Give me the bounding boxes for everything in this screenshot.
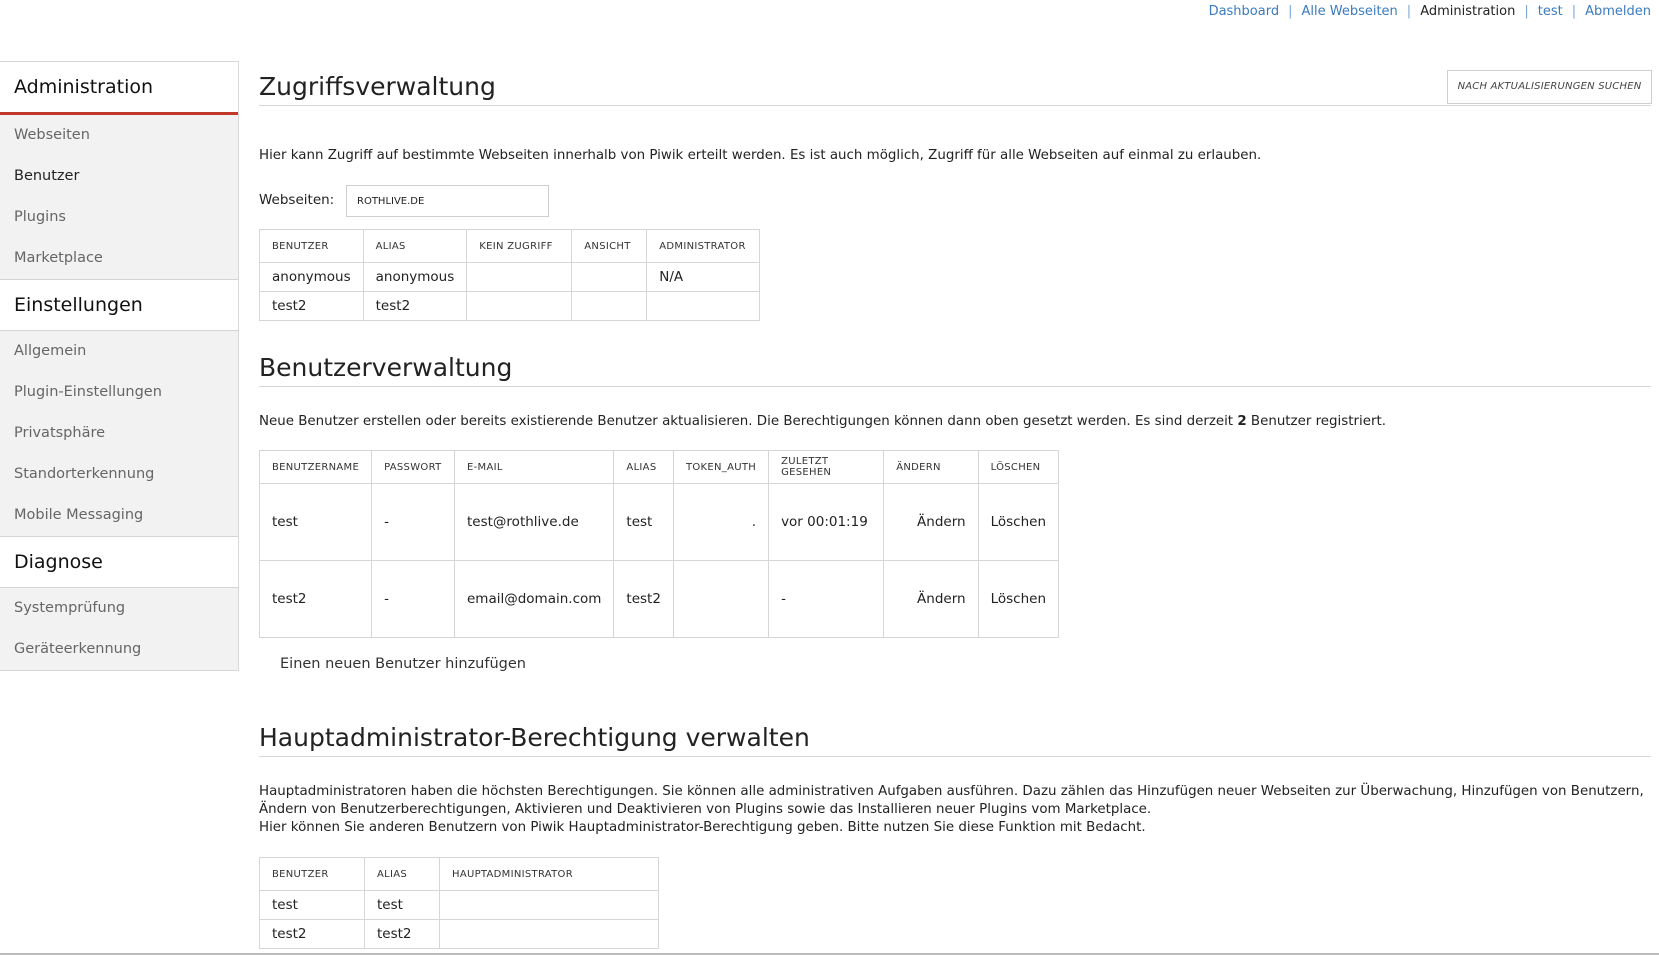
- table-header-row: [260, 230, 760, 263]
- sidebar-item-webseiten[interactable]: Webseiten: [14, 127, 90, 143]
- table-cell: test@rothlive.de: [455, 484, 614, 561]
- table-cell: test: [260, 484, 372, 561]
- nav-user-link[interactable]: test: [1537, 4, 1563, 19]
- users-desc-pre: Neue Benutzer erstellen oder bereits existierende Benutzer aktualisieren. Die Berechtigungen können dann oben gesetzt werden. Es sind derzeit: [259, 414, 1238, 429]
- sidebar-item-mobile-messaging[interactable]: Mobile Messaging: [0, 495, 238, 537]
- website-selector[interactable]: ROTHLIVE.DE: [346, 185, 549, 217]
- users-table: [259, 450, 1059, 638]
- table-row: [260, 920, 659, 949]
- table-row: [260, 292, 760, 321]
- table-cell: -: [372, 484, 455, 561]
- delete-user-button[interactable]: Löschen: [978, 561, 1058, 638]
- access-admin-cell: N/A: [647, 263, 760, 292]
- sidebar-heading-einstellungen: Einstellungen: [0, 280, 238, 331]
- access-table: [259, 229, 760, 321]
- sidebar-item-systempruefung[interactable]: Systemprüfung: [14, 600, 126, 616]
- table-cell: test: [365, 891, 440, 920]
- table-cell: vor 00:01:19: [769, 484, 884, 561]
- table-cell: anonymous: [363, 263, 467, 292]
- superuser-title: Hauptadministrator-Berechtigung verwalten: [259, 723, 1651, 757]
- superuser-toggle-cell[interactable]: [440, 920, 659, 949]
- column-header: HAUPTADMINISTRATOR: [440, 858, 659, 891]
- nav-separator: |: [1571, 4, 1577, 19]
- table-cell: test2: [260, 920, 365, 949]
- access-title: Zugriffsverwaltung: [259, 72, 1651, 106]
- column-header: E-MAIL: [455, 451, 614, 484]
- column-header: ANSICHT: [572, 230, 647, 263]
- nav-separator: |: [1524, 4, 1529, 19]
- users-title: Benutzerverwaltung: [259, 353, 1651, 387]
- column-header: TOKEN_AUTH: [673, 451, 768, 484]
- sidebar-item-standorterkennung[interactable]: Standorterkennung: [14, 466, 155, 482]
- sidebar-item-geraeteerkennung[interactable]: Geräteerkennung: [14, 641, 142, 657]
- sidebar-item-privatsphaere[interactable]: Privatsphäre: [14, 425, 106, 441]
- check-updates-button[interactable]: NACH AKTUALISIERUNGEN SUCHEN: [1447, 70, 1652, 104]
- table-cell: -: [372, 561, 455, 638]
- superuser-desc-line: Hier können Sie anderen Benutzern von Piwik Hauptadministrator-Berechtigung geben. Bitte nutzen Sie diese Funktion mit Bedacht.: [259, 820, 1146, 835]
- column-header: ALIAS: [363, 230, 467, 263]
- table-cell: anonymous: [260, 263, 364, 292]
- column-header: ALIAS: [614, 451, 674, 484]
- users-description: [259, 413, 1386, 431]
- column-header: LÖSCHEN: [978, 451, 1058, 484]
- table-row: [260, 263, 760, 292]
- website-selector-label: Webseiten:: [259, 192, 335, 208]
- users-count: 2: [1237, 414, 1247, 429]
- nav-dashboard-link[interactable]: Dashboard: [1208, 4, 1280, 19]
- nav-administration-current: Administration: [1420, 4, 1516, 19]
- table-row: [260, 561, 1059, 638]
- sidebar-item-plugins[interactable]: Plugins: [14, 209, 66, 225]
- column-header: BENUTZERNAME: [260, 451, 372, 484]
- column-header: KEIN ZUGRIFF: [467, 230, 572, 263]
- table-cell: test: [260, 891, 365, 920]
- nav-logout-link[interactable]: Abmelden: [1585, 4, 1651, 19]
- table-cell: test2: [260, 561, 372, 638]
- access-none-cell[interactable]: [467, 263, 572, 292]
- delete-user-button[interactable]: Löschen: [978, 484, 1058, 561]
- superuser-section: [259, 723, 1651, 757]
- column-header: ÄNDERN: [884, 451, 978, 484]
- table-cell: email@domain.com: [455, 561, 614, 638]
- superuser-desc-line: Hauptadministratoren haben die höchsten Berechtigungen. Sie können alle administrativen Aufgaben ausführen. Dazu zählen das Hinzufügen neuer Webseiten zur Überwachung, Hinzufügen von Benutzern,: [259, 784, 1644, 799]
- users-section: [259, 353, 1651, 387]
- edit-user-button[interactable]: Ändern: [884, 561, 978, 638]
- access-section: [259, 72, 1651, 106]
- table-row: [260, 484, 1059, 561]
- add-user-link[interactable]: Einen neuen Benutzer hinzufügen: [280, 656, 526, 672]
- column-header: ZULETZT GESEHEN: [769, 451, 884, 484]
- sidebar-heading-administration: Administration: [0, 62, 238, 115]
- sidebar-item-benutzer[interactable]: Benutzer: [14, 168, 80, 184]
- access-description: Hier kann Zugriff auf bestimmte Webseiten innerhalb von Piwik erteilt werden. Es ist auch möglich, Zugriff für alle Webseiten auf einmal zu erlauben.: [259, 148, 1262, 163]
- sidebar-item-marketplace[interactable]: Marketplace: [0, 238, 238, 280]
- table-cell: test2: [363, 292, 467, 321]
- edit-user-button[interactable]: Ändern: [884, 484, 978, 561]
- access-view-cell[interactable]: [572, 263, 647, 292]
- table-cell: .: [673, 484, 768, 561]
- sidebar-item-allgemein[interactable]: Allgemein: [14, 343, 87, 359]
- table-cell: -: [769, 561, 884, 638]
- table-row: [260, 891, 659, 920]
- table-cell: test2: [260, 292, 364, 321]
- column-header: ALIAS: [365, 858, 440, 891]
- column-header: BENUTZER: [260, 858, 365, 891]
- sidebar-heading-diagnose: Diagnose: [0, 537, 238, 588]
- access-view-cell[interactable]: [572, 292, 647, 321]
- superuser-description: [259, 783, 1651, 837]
- access-none-cell[interactable]: [467, 292, 572, 321]
- table-cell: test2: [365, 920, 440, 949]
- admin-sidebar: [0, 61, 239, 671]
- table-cell: [673, 561, 768, 638]
- table-cell: test2: [614, 561, 674, 638]
- superuser-toggle-cell[interactable]: [440, 891, 659, 920]
- table-header-row: [260, 451, 1059, 484]
- sidebar-item-plugin-einstellungen[interactable]: Plugin-Einstellungen: [14, 384, 162, 400]
- table-cell: test: [614, 484, 674, 561]
- access-admin-cell[interactable]: [647, 292, 760, 321]
- top-navigation: [1209, 4, 1651, 19]
- users-desc-post: Benutzer registriert.: [1246, 414, 1386, 429]
- superuser-table: [259, 857, 659, 949]
- column-header: PASSWORT: [372, 451, 455, 484]
- nav-separator: |: [1406, 4, 1412, 19]
- nav-separator: |: [1288, 4, 1293, 19]
- table-header-row: [260, 858, 659, 891]
- column-header: ADMINISTRATOR: [647, 230, 760, 263]
- nav-all-websites-link[interactable]: Alle Webseiten: [1301, 4, 1398, 19]
- column-header: BENUTZER: [260, 230, 364, 263]
- superuser-desc-line: Ändern von Benutzerberechtigungen, Aktivieren und Deaktivieren von Plugins sowie das Installieren neuer Plugins vom Marketplace.: [259, 802, 1152, 817]
